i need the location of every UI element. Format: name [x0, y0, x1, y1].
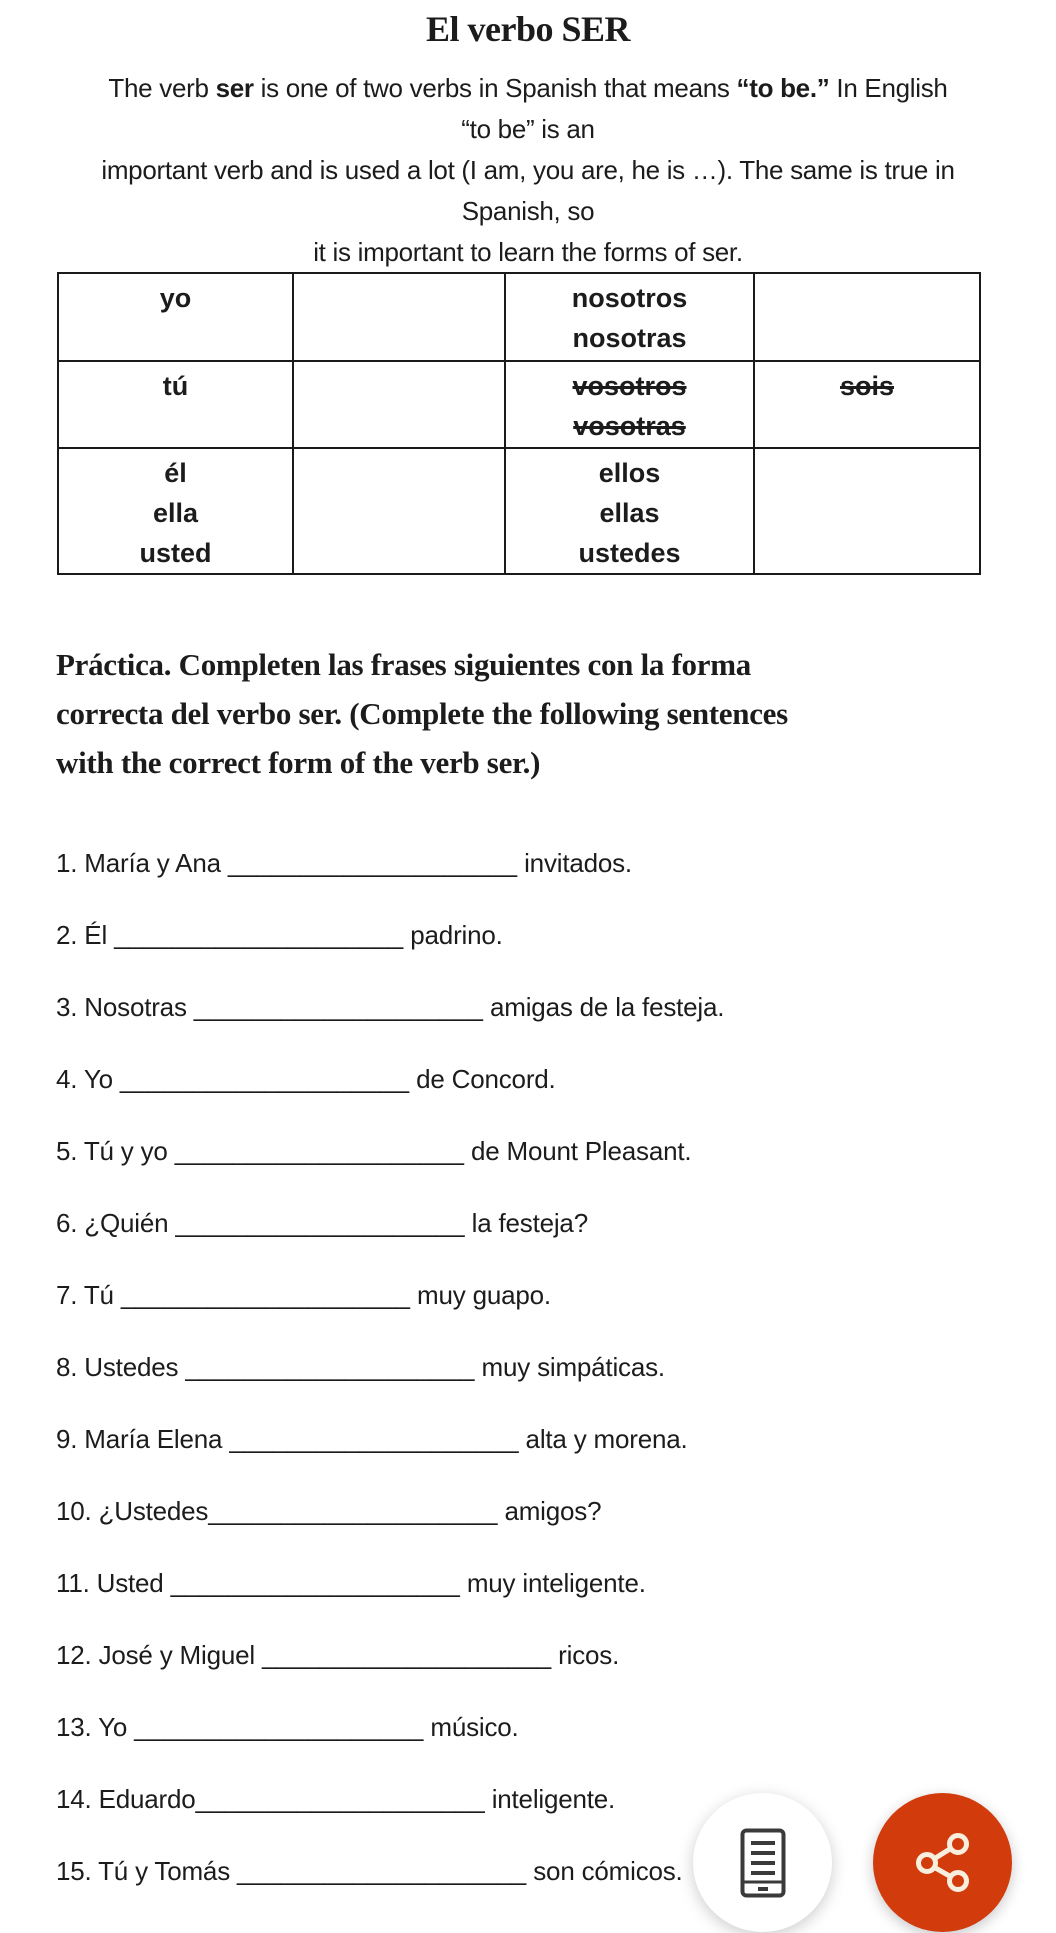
exercise-item-10 [56, 1496, 724, 1526]
exercise-text: 3. Nosotras [56, 992, 194, 1022]
exercise-text: la festeja? [464, 1208, 588, 1238]
share-icon [914, 1833, 972, 1893]
intro-line-2: “to be” is an [461, 114, 595, 144]
table-row-1 [58, 273, 980, 361]
cell-nosotros: nosotros nosotras [505, 273, 754, 361]
answer-blank: ____________________ [237, 1856, 527, 1886]
answer-blank: ____________________ [261, 1640, 552, 1670]
exercise-text: 2. Él [56, 920, 115, 950]
answer-blank: ____________________ [114, 920, 404, 950]
exercise-text: muy inteligente. [459, 1568, 646, 1598]
answer-blank: ____________________ [193, 992, 483, 1022]
exercise-text: 13. Yo [56, 1712, 135, 1742]
intro-line-4: Spanish, so [461, 196, 595, 226]
cell-tu: tú [58, 361, 293, 448]
intro-paragraph [0, 68, 1056, 273]
table-row-2 [58, 361, 980, 448]
exercise-item-15 [56, 1856, 724, 1886]
exercise-item-12 [56, 1640, 724, 1670]
cell-ellos-ellas-ustedes: ellos ellas ustedes [505, 448, 754, 574]
intro-text: is one of two verbs in Spanish that means [253, 73, 737, 103]
answer-blank: ____________________ [185, 1352, 475, 1382]
exercise-text: 14. Eduardo [56, 1784, 196, 1814]
exercise-text: alta y morena. [518, 1424, 688, 1454]
exercise-item-3 [56, 992, 724, 1022]
intro-text: The verb [108, 73, 216, 103]
exercise-text: 10. ¿Ustedes [56, 1496, 209, 1526]
intro-line-5: it is important to learn the forms of ser. [313, 237, 743, 267]
exercise-text: padrino. [403, 920, 503, 950]
answer-blank: ____________________ [120, 1280, 411, 1310]
exercise-text: ricos. [551, 1640, 620, 1670]
exercise-item-7 [56, 1280, 724, 1310]
practica-heading [56, 640, 788, 787]
exercise-item-13 [56, 1712, 724, 1742]
reader-view-button[interactable] [693, 1793, 832, 1932]
answer-blank: ____________________ [195, 1784, 485, 1814]
exercise-text: son cómicos. [526, 1856, 683, 1886]
exercise-text: 8. Ustedes [56, 1352, 186, 1382]
exercise-item-8 [56, 1352, 724, 1382]
answer-blank: ____________________ [174, 1136, 464, 1166]
exercise-text: 4. Yo [56, 1064, 120, 1094]
exercise-text: 9. María Elena [56, 1424, 230, 1454]
exercise-text: 1. María y Ana [56, 848, 228, 878]
exercise-item-9 [56, 1424, 724, 1454]
exercise-text: invitados. [517, 848, 632, 878]
answer-blank: ____________________ [119, 1064, 410, 1094]
cell-blank [754, 273, 980, 361]
exercise-text: muy guapo. [410, 1280, 551, 1310]
cell-blank [293, 448, 505, 574]
answer-blank: ____________________ [134, 1712, 424, 1742]
exercise-text: 5. Tú y yo [56, 1136, 175, 1166]
exercise-list [56, 848, 724, 1928]
intro-text: In English [829, 73, 948, 103]
exercise-text: 7. Tú [56, 1280, 121, 1310]
table-row-3 [58, 448, 980, 574]
exercise-text: de Mount Pleasant. [463, 1136, 692, 1166]
cell-blank [293, 273, 505, 361]
page-title: El verbo SER [425, 9, 631, 49]
exercise-item-14 [56, 1784, 724, 1814]
practica-line-3: with the correct form of the verb ser.) [56, 745, 541, 780]
exercise-text: 11. Usted [56, 1568, 171, 1598]
intro-text-bold: ser [215, 73, 254, 103]
answer-blank: ____________________ [170, 1568, 460, 1598]
exercise-text: de Concord. [409, 1064, 556, 1094]
exercise-text: amigas de la festeja. [482, 992, 725, 1022]
exercise-item-6 [56, 1208, 724, 1238]
document-reader-icon [740, 1828, 786, 1898]
share-button[interactable] [873, 1793, 1012, 1932]
answer-blank: ____________________ [208, 1496, 498, 1526]
intro-line-1 [0, 68, 1056, 109]
cell-vosotros-struck: vosotros vosotras [505, 361, 754, 448]
exercise-item-4 [56, 1064, 724, 1094]
answer-blank: ____________________ [227, 848, 518, 878]
cell-sois-struck: sois [754, 361, 980, 448]
exercise-text: muy simpáticas. [474, 1352, 665, 1382]
exercise-text: 15. Tú y Tomás [56, 1856, 238, 1886]
cell-blank [754, 448, 980, 574]
exercise-item-2 [56, 920, 724, 950]
exercise-text: inteligente. [484, 1784, 616, 1814]
cell-el-ella-usted: él ella usted [58, 448, 293, 574]
exercise-text: músico. [423, 1712, 519, 1742]
practica-line-2: correcta del verbo ser. (Complete the following sentences [56, 696, 788, 731]
cell-blank [293, 361, 505, 448]
exercise-text: 12. José y Miguel [56, 1640, 262, 1670]
intro-line-3: important verb and is used a lot (I am, you are, he is …). The same is true in [101, 155, 955, 185]
exercise-item-1 [56, 848, 724, 878]
conjugation-table [57, 272, 981, 575]
intro-text-bold: “to be.” [736, 73, 830, 103]
exercise-text: 6. ¿Quién [56, 1208, 176, 1238]
exercise-text: amigos? [497, 1496, 602, 1526]
answer-blank: ____________________ [175, 1208, 465, 1238]
exercise-item-5 [56, 1136, 724, 1166]
answer-blank: ____________________ [229, 1424, 519, 1454]
practica-line-1: Práctica. Completen las frases siguientes con la forma [56, 647, 751, 682]
cell-yo: yo [58, 273, 293, 361]
exercise-item-11 [56, 1568, 724, 1598]
